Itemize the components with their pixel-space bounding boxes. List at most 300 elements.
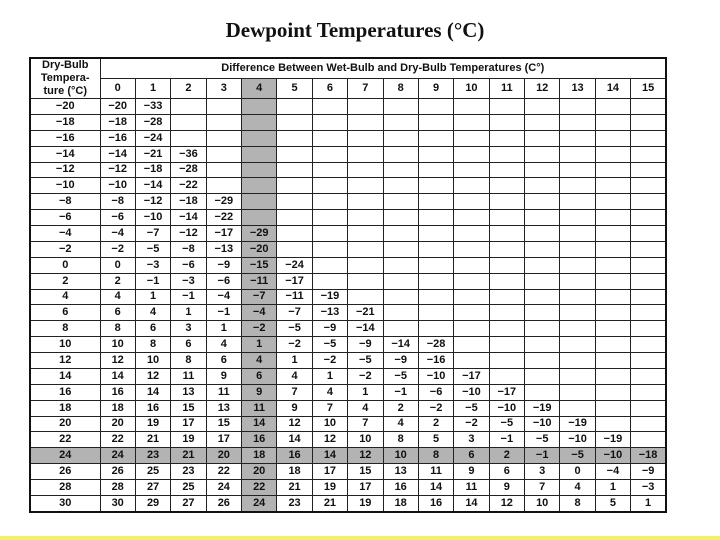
dewpoint-cell: −4 — [100, 226, 135, 242]
dewpoint-cell — [312, 194, 347, 210]
dewpoint-cell — [454, 162, 489, 178]
dewpoint-cell: −8 — [100, 194, 135, 210]
dewpoint-cell — [383, 178, 418, 194]
dewpoint-cell — [171, 114, 206, 130]
dewpoint-cell: −12 — [100, 162, 135, 178]
dewpoint-cell — [418, 273, 453, 289]
dewpoint-cell — [312, 99, 347, 115]
dewpoint-cell — [418, 178, 453, 194]
dewpoint-cell: −5 — [348, 353, 383, 369]
dewpoint-cell: 14 — [277, 432, 312, 448]
dewpoint-cell — [595, 226, 630, 242]
dewpoint-cell: 7 — [348, 416, 383, 432]
dewpoint-cell — [312, 162, 347, 178]
dewpoint-cell — [206, 178, 241, 194]
dewpoint-cell: −28 — [171, 162, 206, 178]
dewpoint-cell — [525, 305, 560, 321]
dewpoint-cell — [525, 114, 560, 130]
dewpoint-cell — [560, 194, 595, 210]
dewpoint-cell — [242, 99, 277, 115]
dewpoint-cell — [560, 305, 595, 321]
dewpoint-cell: 16 — [100, 384, 135, 400]
column-header-11: 11 — [489, 79, 524, 99]
dewpoint-cell — [595, 289, 630, 305]
dewpoint-cell: −17 — [489, 384, 524, 400]
dewpoint-cell: −7 — [135, 226, 170, 242]
dewpoint-cell — [489, 305, 524, 321]
dewpoint-cell — [595, 178, 630, 194]
dewpoint-cell: −1 — [206, 305, 241, 321]
dewpoint-cell — [525, 194, 560, 210]
dewpoint-cell — [418, 226, 453, 242]
dewpoint-cell: 15 — [171, 400, 206, 416]
dewpoint-cell: 4 — [206, 337, 241, 353]
dewpoint-cell — [489, 321, 524, 337]
dewpoint-cell — [631, 289, 666, 305]
dewpoint-cell — [454, 210, 489, 226]
dewpoint-cell — [631, 416, 666, 432]
dewpoint-cell: 8 — [418, 448, 453, 464]
dewpoint-cell — [631, 226, 666, 242]
dewpoint-cell — [489, 368, 524, 384]
dewpoint-cell: 14 — [135, 384, 170, 400]
dewpoint-cell — [560, 114, 595, 130]
dewpoint-cell: 26 — [206, 495, 241, 512]
dewpoint-cell: 22 — [242, 480, 277, 496]
dewpoint-cell: 2 — [383, 400, 418, 416]
dewpoint-cell: −3 — [171, 273, 206, 289]
dewpoint-cell — [525, 146, 560, 162]
dewpoint-cell: −14 — [171, 210, 206, 226]
dewpoint-cell: 12 — [348, 448, 383, 464]
dewpoint-cell — [560, 353, 595, 369]
dewpoint-cell: 18 — [242, 448, 277, 464]
dewpoint-cell: 1 — [348, 384, 383, 400]
dewpoint-cell: 8 — [171, 353, 206, 369]
dewpoint-cell — [348, 241, 383, 257]
dewpoint-cell — [242, 146, 277, 162]
dewpoint-cell — [312, 273, 347, 289]
dewpoint-cell — [383, 321, 418, 337]
dewpoint-cell: 6 — [206, 353, 241, 369]
dewpoint-cell: −11 — [277, 289, 312, 305]
dewpoint-cell: 6 — [242, 368, 277, 384]
dewpoint-cell — [383, 194, 418, 210]
dewpoint-cell: −9 — [312, 321, 347, 337]
dewpoint-cell — [525, 384, 560, 400]
dry-bulb-cell: −4 — [30, 226, 100, 242]
dewpoint-cell: 20 — [100, 416, 135, 432]
table-row — [30, 337, 666, 353]
dewpoint-cell — [560, 241, 595, 257]
dewpoint-cell: −10 — [560, 432, 595, 448]
dewpoint-cell — [348, 99, 383, 115]
dewpoint-cell — [312, 146, 347, 162]
dewpoint-cell — [348, 273, 383, 289]
column-header-6: 6 — [312, 79, 347, 99]
dewpoint-cell: −1 — [135, 273, 170, 289]
dewpoint-cell — [631, 114, 666, 130]
dewpoint-cell — [489, 241, 524, 257]
dewpoint-cell — [631, 321, 666, 337]
dewpoint-cell — [631, 384, 666, 400]
dewpoint-cell — [595, 305, 630, 321]
dewpoint-cell — [383, 226, 418, 242]
table-row — [30, 194, 666, 210]
dewpoint-cell: 11 — [242, 400, 277, 416]
dewpoint-cell — [312, 257, 347, 273]
dewpoint-cell — [454, 289, 489, 305]
table-body — [30, 99, 666, 513]
table-row — [30, 432, 666, 448]
dewpoint-cell — [489, 226, 524, 242]
dewpoint-cell: −1 — [525, 448, 560, 464]
dewpoint-cell: 11 — [206, 384, 241, 400]
dewpoint-cell: 3 — [525, 464, 560, 480]
dewpoint-cell — [560, 146, 595, 162]
dewpoint-cell — [631, 241, 666, 257]
dewpoint-cell: 27 — [135, 480, 170, 496]
dewpoint-cell — [242, 162, 277, 178]
dewpoint-cell: −29 — [242, 226, 277, 242]
dry-bulb-cell: −12 — [30, 162, 100, 178]
dewpoint-cell: 17 — [206, 432, 241, 448]
dewpoint-cell: 22 — [206, 464, 241, 480]
dewpoint-cell — [525, 130, 560, 146]
dewpoint-cell: 27 — [171, 495, 206, 512]
dry-bulb-cell: 14 — [30, 368, 100, 384]
dewpoint-cell — [489, 257, 524, 273]
dewpoint-cell: 17 — [348, 480, 383, 496]
dewpoint-cell — [454, 114, 489, 130]
table-row — [30, 178, 666, 194]
dewpoint-cell: −22 — [206, 210, 241, 226]
dewpoint-cell — [631, 432, 666, 448]
dewpoint-cell: −9 — [631, 464, 666, 480]
dewpoint-cell — [595, 321, 630, 337]
dewpoint-cell: −24 — [135, 130, 170, 146]
dewpoint-cell: 9 — [489, 480, 524, 496]
dewpoint-cell — [525, 178, 560, 194]
dewpoint-cell: 8 — [560, 495, 595, 512]
dewpoint-cell — [418, 289, 453, 305]
dewpoint-cell — [383, 257, 418, 273]
dry-bulb-cell: 6 — [30, 305, 100, 321]
dewpoint-cell — [595, 210, 630, 226]
dewpoint-cell: −5 — [489, 416, 524, 432]
table-row — [30, 289, 666, 305]
dewpoint-cell: −14 — [348, 321, 383, 337]
dewpoint-cell — [595, 273, 630, 289]
dewpoint-cell: −17 — [206, 226, 241, 242]
dewpoint-cell: 10 — [525, 495, 560, 512]
dewpoint-cell: −18 — [100, 114, 135, 130]
dewpoint-cell: 13 — [171, 384, 206, 400]
dewpoint-cell: 1 — [171, 305, 206, 321]
table-row — [30, 114, 666, 130]
dewpoint-cell: 20 — [242, 464, 277, 480]
dewpoint-cell: −5 — [277, 321, 312, 337]
dewpoint-cell — [489, 114, 524, 130]
dewpoint-cell — [277, 99, 312, 115]
column-header-14: 14 — [595, 79, 630, 99]
dewpoint-cell: 16 — [383, 480, 418, 496]
dewpoint-cell — [277, 241, 312, 257]
dewpoint-cell — [489, 194, 524, 210]
table-row — [30, 400, 666, 416]
dewpoint-cell: −10 — [135, 210, 170, 226]
dewpoint-cell: 10 — [135, 353, 170, 369]
dewpoint-cell: 8 — [383, 432, 418, 448]
dry-bulb-cell: 18 — [30, 400, 100, 416]
dewpoint-cell: −17 — [454, 368, 489, 384]
dewpoint-cell: −8 — [171, 241, 206, 257]
dewpoint-cell: 1 — [631, 495, 666, 512]
dry-bulb-cell: 8 — [30, 321, 100, 337]
dewpoint-cell: 3 — [454, 432, 489, 448]
dry-bulb-cell: 2 — [30, 273, 100, 289]
dewpoint-cell — [525, 289, 560, 305]
dewpoint-cell — [383, 289, 418, 305]
dewpoint-cell — [418, 321, 453, 337]
dewpoint-cell: −7 — [242, 289, 277, 305]
dewpoint-cell: 18 — [100, 400, 135, 416]
dry-bulb-cell: −10 — [30, 178, 100, 194]
dewpoint-cell: 6 — [135, 321, 170, 337]
dewpoint-cell: −6 — [206, 273, 241, 289]
dewpoint-cell: 16 — [418, 495, 453, 512]
dewpoint-cell: 7 — [525, 480, 560, 496]
dry-bulb-cell: −16 — [30, 130, 100, 146]
dewpoint-cell: 14 — [312, 448, 347, 464]
column-header-12: 12 — [525, 79, 560, 99]
dewpoint-cell — [631, 353, 666, 369]
dewpoint-cell: 8 — [100, 321, 135, 337]
dewpoint-cell: −9 — [206, 257, 241, 273]
dewpoint-cell: 12 — [100, 353, 135, 369]
dewpoint-cell: 0 — [560, 464, 595, 480]
column-header-5: 5 — [277, 79, 312, 99]
dewpoint-cell — [560, 210, 595, 226]
dewpoint-cell: −1 — [489, 432, 524, 448]
table-row — [30, 273, 666, 289]
dewpoint-cell — [206, 130, 241, 146]
dewpoint-cell — [489, 99, 524, 115]
dewpoint-cell — [595, 99, 630, 115]
dewpoint-cell: 25 — [135, 464, 170, 480]
dewpoint-cell: 9 — [206, 368, 241, 384]
dewpoint-cell — [277, 130, 312, 146]
dewpoint-cell: 30 — [100, 495, 135, 512]
dewpoint-cell — [631, 130, 666, 146]
column-header-7: 7 — [348, 79, 383, 99]
dewpoint-cell: 10 — [100, 337, 135, 353]
column-header-1: 1 — [135, 79, 170, 99]
dewpoint-cell — [312, 241, 347, 257]
column-header-15: 15 — [631, 79, 666, 99]
dewpoint-cell: −10 — [525, 416, 560, 432]
dewpoint-cell — [171, 130, 206, 146]
dewpoint-cell — [489, 178, 524, 194]
table-row — [30, 257, 666, 273]
dewpoint-cell: 6 — [100, 305, 135, 321]
table-row — [30, 130, 666, 146]
dewpoint-cell: −4 — [595, 464, 630, 480]
dewpoint-cell — [418, 194, 453, 210]
dewpoint-cell: 23 — [135, 448, 170, 464]
dewpoint-cell — [383, 273, 418, 289]
dewpoint-cell — [560, 337, 595, 353]
dewpoint-cell — [525, 321, 560, 337]
dewpoint-cell — [454, 257, 489, 273]
dewpoint-cell: 24 — [242, 495, 277, 512]
bottom-accent-line — [0, 536, 720, 540]
dewpoint-cell — [348, 289, 383, 305]
dewpoint-cell: 4 — [560, 480, 595, 496]
dry-bulb-cell: −14 — [30, 146, 100, 162]
dewpoint-cell — [277, 210, 312, 226]
dewpoint-cell: 23 — [171, 464, 206, 480]
dewpoint-cell: 19 — [348, 495, 383, 512]
dewpoint-cell: 18 — [383, 495, 418, 512]
dewpoint-cell: −21 — [135, 146, 170, 162]
dewpoint-cell: 4 — [348, 400, 383, 416]
dewpoint-cell — [383, 99, 418, 115]
dewpoint-table — [29, 57, 667, 513]
dewpoint-cell: −9 — [348, 337, 383, 353]
dewpoint-cell — [489, 337, 524, 353]
dewpoint-cell: 7 — [312, 400, 347, 416]
dewpoint-cell: 9 — [242, 384, 277, 400]
dewpoint-cell — [631, 178, 666, 194]
table-row — [30, 416, 666, 432]
dewpoint-cell: −19 — [312, 289, 347, 305]
dewpoint-cell — [560, 99, 595, 115]
table-row — [30, 368, 666, 384]
dewpoint-cell — [277, 194, 312, 210]
dewpoint-cell — [348, 146, 383, 162]
dewpoint-cell: 11 — [418, 464, 453, 480]
dewpoint-cell: 6 — [489, 464, 524, 480]
dewpoint-cell: −5 — [383, 368, 418, 384]
dewpoint-cell — [525, 210, 560, 226]
dewpoint-cell — [454, 321, 489, 337]
column-header-0: 0 — [100, 79, 135, 99]
column-header-13: 13 — [560, 79, 595, 99]
dewpoint-cell — [454, 99, 489, 115]
dry-bulb-header: Dry-Bulb Tempera-ture (°C) — [30, 58, 100, 99]
dewpoint-cell — [560, 289, 595, 305]
dewpoint-cell — [418, 241, 453, 257]
dewpoint-cell: −16 — [418, 353, 453, 369]
dewpoint-cell — [418, 305, 453, 321]
dewpoint-cell: 5 — [595, 495, 630, 512]
dewpoint-cell: 1 — [242, 337, 277, 353]
dry-bulb-cell: −18 — [30, 114, 100, 130]
dewpoint-cell — [489, 210, 524, 226]
dewpoint-cell: −18 — [135, 162, 170, 178]
dry-bulb-cell: 28 — [30, 480, 100, 496]
dewpoint-cell: −1 — [171, 289, 206, 305]
dewpoint-cell: −14 — [135, 178, 170, 194]
dewpoint-cell — [489, 146, 524, 162]
dewpoint-cell — [631, 400, 666, 416]
dewpoint-cell — [383, 241, 418, 257]
chart-title: Dewpoint Temperatures (°C) — [225, 18, 485, 42]
dewpoint-cell — [312, 178, 347, 194]
dewpoint-cell: −10 — [595, 448, 630, 464]
dewpoint-cell: −19 — [560, 416, 595, 432]
dewpoint-cell — [206, 114, 241, 130]
dewpoint-cell — [525, 273, 560, 289]
dewpoint-cell — [525, 162, 560, 178]
dewpoint-cell: 1 — [312, 368, 347, 384]
dewpoint-cell: 10 — [312, 416, 347, 432]
column-header-10: 10 — [454, 79, 489, 99]
dewpoint-cell — [348, 178, 383, 194]
dewpoint-cell: −2 — [312, 353, 347, 369]
dewpoint-cell: −2 — [454, 416, 489, 432]
table-row — [30, 210, 666, 226]
dry-bulb-cell: 20 — [30, 416, 100, 432]
dewpoint-cell — [595, 384, 630, 400]
dewpoint-cell: 26 — [100, 464, 135, 480]
dewpoint-cell: −15 — [242, 257, 277, 273]
dewpoint-cell: −21 — [348, 305, 383, 321]
dewpoint-cell: 24 — [206, 480, 241, 496]
dewpoint-cell: −10 — [418, 368, 453, 384]
dewpoint-cell: 14 — [100, 368, 135, 384]
dry-bulb-cell: 0 — [30, 257, 100, 273]
dewpoint-cell — [489, 289, 524, 305]
dewpoint-cell — [595, 400, 630, 416]
dewpoint-cell: 12 — [277, 416, 312, 432]
dewpoint-cell — [560, 130, 595, 146]
dewpoint-cell: −24 — [277, 257, 312, 273]
dewpoint-cell: −12 — [171, 226, 206, 242]
dewpoint-cell: 12 — [489, 495, 524, 512]
dewpoint-cell: −5 — [135, 241, 170, 257]
dewpoint-cell: −28 — [135, 114, 170, 130]
dewpoint-cell: 22 — [100, 432, 135, 448]
dry-bulb-cell: −2 — [30, 241, 100, 257]
table-row — [30, 305, 666, 321]
dewpoint-cell: −9 — [383, 353, 418, 369]
dewpoint-cell — [454, 226, 489, 242]
dewpoint-cell: −12 — [135, 194, 170, 210]
dewpoint-cell — [206, 99, 241, 115]
dewpoint-cell: −11 — [242, 273, 277, 289]
dewpoint-cell: −6 — [418, 384, 453, 400]
dewpoint-cell: −2 — [418, 400, 453, 416]
dewpoint-cell — [560, 257, 595, 273]
dewpoint-cell: 0 — [100, 257, 135, 273]
dewpoint-cell — [277, 146, 312, 162]
dewpoint-cell — [525, 337, 560, 353]
dewpoint-cell: −6 — [100, 210, 135, 226]
dewpoint-cell: 15 — [348, 464, 383, 480]
dewpoint-cell: 1 — [206, 321, 241, 337]
dewpoint-cell: 21 — [277, 480, 312, 496]
dewpoint-cell: 4 — [383, 416, 418, 432]
dewpoint-cell: −14 — [100, 146, 135, 162]
dewpoint-cell: 25 — [171, 480, 206, 496]
dewpoint-cell — [312, 226, 347, 242]
dewpoint-cell: 1 — [595, 480, 630, 496]
dewpoint-cell — [312, 130, 347, 146]
dewpoint-cell — [595, 114, 630, 130]
dry-bulb-cell: 22 — [30, 432, 100, 448]
